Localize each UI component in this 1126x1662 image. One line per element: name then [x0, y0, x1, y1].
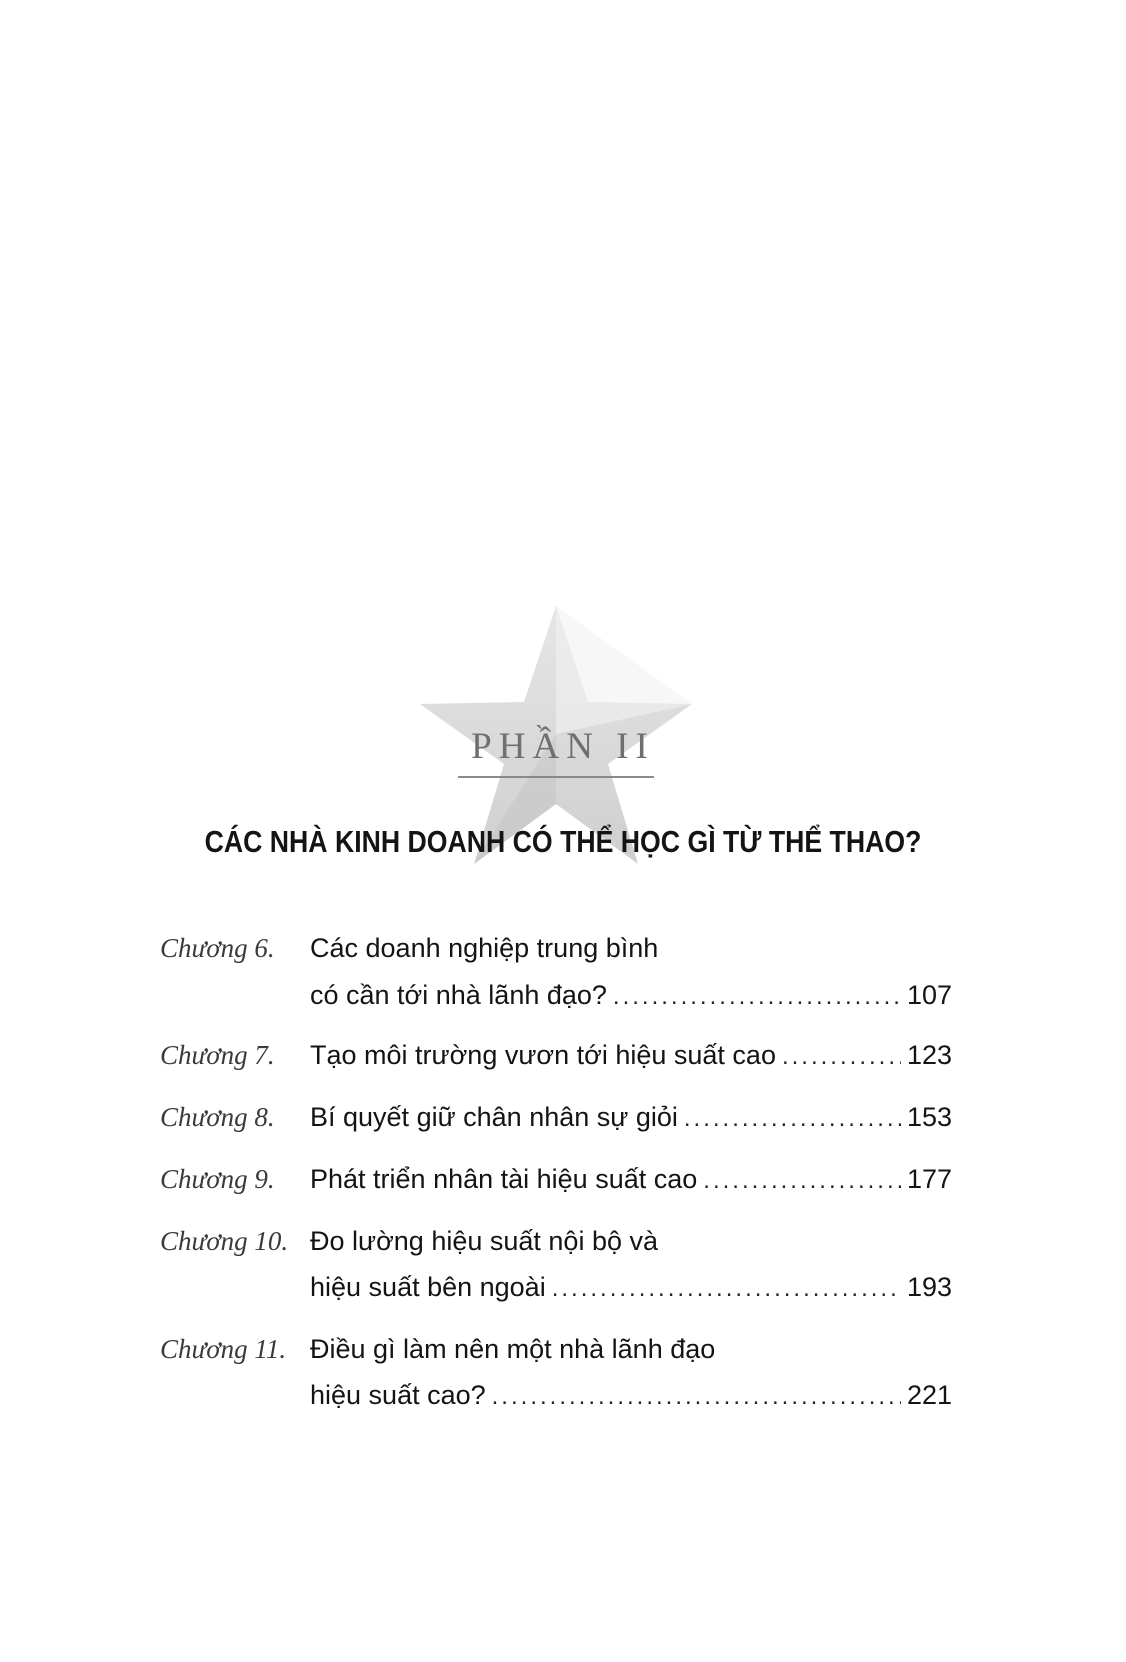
chapter-title-line: hiệu suất cao? — [310, 1380, 486, 1410]
dot-leader — [782, 1045, 901, 1069]
chapter-title-line: Đo lường hiệu suất nội bộ và — [310, 1226, 658, 1256]
page-number: 193 — [906, 1272, 952, 1302]
toc-entry-title — [310, 1228, 952, 1255]
dot-leader — [703, 1169, 901, 1193]
chapter-title-line: Bí quyết giữ chân nhân sự giỏi — [310, 1102, 678, 1132]
dot-leader — [613, 985, 901, 1009]
toc-entry-title — [310, 1336, 952, 1363]
chapter-label: Chương 9. — [160, 1164, 275, 1194]
toc-entry[interactable] — [310, 982, 952, 1009]
toc-entry[interactable] — [310, 1166, 952, 1193]
dot-leader — [684, 1107, 901, 1131]
toc-entry[interactable] — [310, 1382, 952, 1409]
part-label-underline — [458, 776, 654, 778]
dot-leader — [552, 1277, 901, 1301]
chapter-label: Chương 7. — [160, 1040, 275, 1070]
toc-entry[interactable] — [310, 1104, 952, 1131]
toc-entry[interactable] — [310, 1042, 952, 1069]
part-label: PHẦN II — [471, 726, 655, 767]
chapter-label: Chương 8. — [160, 1102, 275, 1132]
part-title: CÁC NHÀ KINH DOANH CÓ THỂ HỌC GÌ TỪ THỂ THAO? — [204, 824, 922, 859]
chapter-title-line: Các doanh nghiệp trung bình — [310, 933, 659, 963]
page-number: 123 — [906, 1040, 952, 1070]
chapter-label: Chương 6. — [160, 933, 275, 963]
page-number: 153 — [906, 1102, 952, 1132]
chapter-title-line: Phát triển nhân tài hiệu suất cao — [310, 1164, 698, 1194]
dot-leader — [492, 1385, 901, 1409]
page-number: 107 — [906, 980, 952, 1010]
chapter-label: Chương 11. — [160, 1334, 287, 1364]
chapter-title-line: Tạo môi trường vươn tới hiệu suất cao — [310, 1040, 776, 1070]
page-number: 221 — [906, 1380, 952, 1410]
toc-entry[interactable] — [310, 1274, 952, 1301]
chapter-label: Chương 10. — [160, 1226, 289, 1256]
chapter-title-line: Điều gì làm nên một nhà lãnh đạo — [310, 1334, 716, 1364]
page-number: 177 — [906, 1164, 952, 1194]
toc-entry-title — [310, 935, 952, 962]
chapter-title-line: hiệu suất bên ngoài — [310, 1272, 546, 1302]
chapter-title-line: có cần tới nhà lãnh đạo? — [310, 980, 607, 1010]
